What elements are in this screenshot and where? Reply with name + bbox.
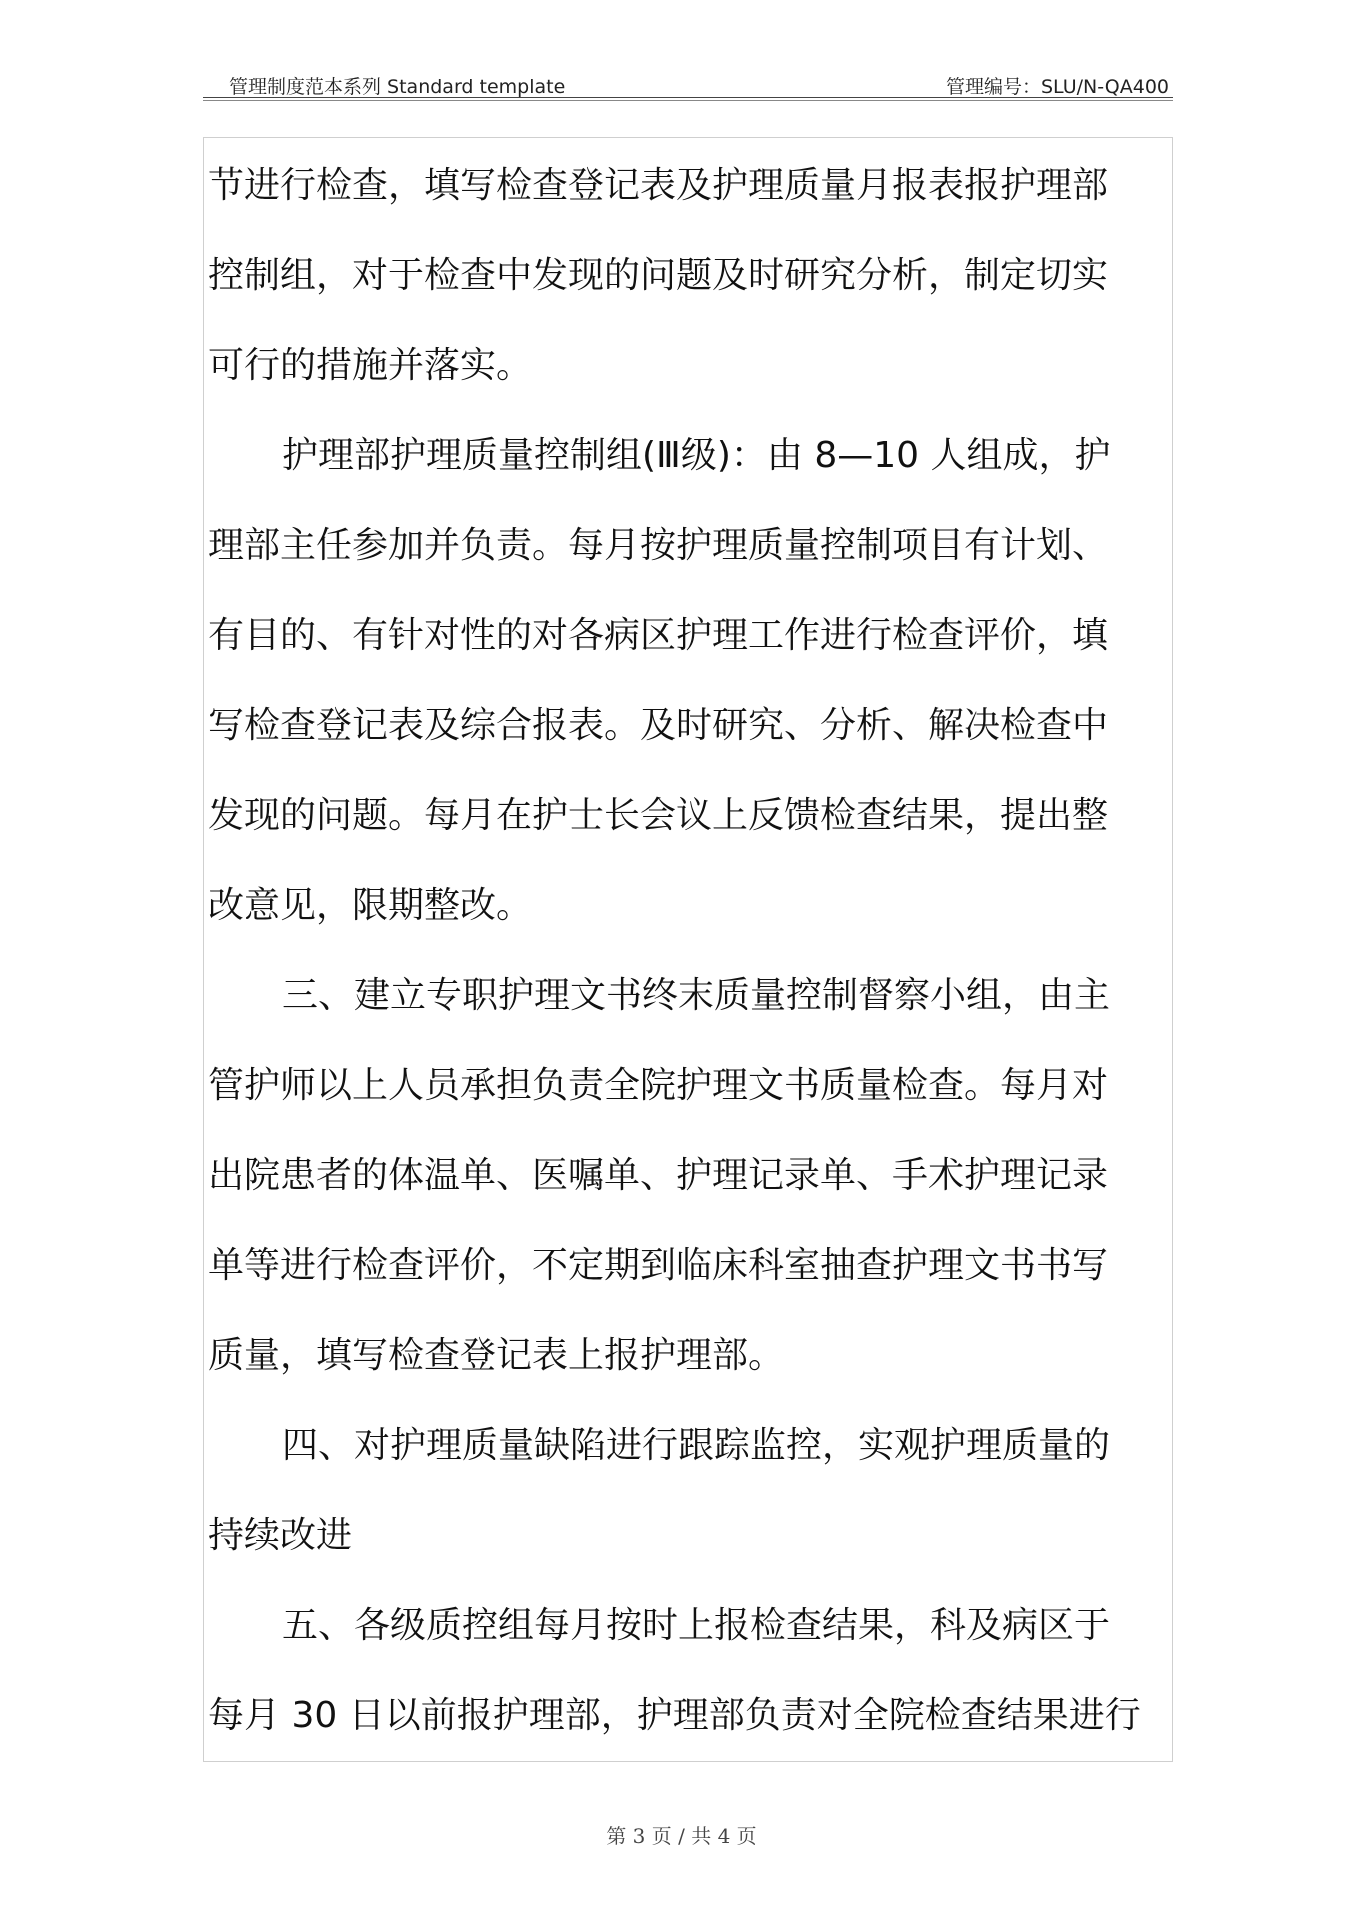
text-line: 质量，填写检查登记表上报护理部。: [208, 1335, 785, 1376]
text-line: 写检查登记表及综合报表。及时研究、分析、解决检查中: [208, 705, 1109, 746]
text-line: 单等进行检查评价，不定期到临床科室抽查护理文书书写: [208, 1245, 1109, 1286]
text-line: 持续改进: [208, 1515, 353, 1556]
text-line: 可行的措施并落实。: [208, 345, 533, 386]
page-footer: [0, 1820, 1363, 1849]
text-line: 五、各级质控组每月按时上报检查结果，科及病区于: [282, 1605, 1111, 1646]
text-line: 节进行检查，填写检查登记表及护理质量月报表报护理部: [208, 165, 1109, 206]
text-line: 每月 30 日以前报护理部，护理部负责对全院检查结果进行: [208, 1695, 1141, 1736]
document-body: [208, 141, 1168, 1761]
page-header: [203, 70, 1173, 100]
text-line: 护理部护理质量控制组(Ⅲ级)：由 8—10 人组成，护: [282, 435, 1111, 476]
text-line: 理部主任参加并负责。每月按护理质量控制项目有计划、: [208, 525, 1109, 566]
text-line: 发现的问题。每月在护士长会议上反馈检查结果，提出整: [208, 795, 1109, 836]
text-line: 四、对护理质量缺陷进行跟踪监控，实观护理质量的: [282, 1425, 1111, 1466]
text-line: 三、建立专职护理文书终末质量控制督察小组，由主: [282, 975, 1111, 1016]
text-line: 改意见，限期整改。: [208, 885, 533, 926]
header-doc-number: 管理编号：SLU/N-QA400: [946, 76, 1169, 98]
text-line: 有目的、有针对性的对各病区护理工作进行检查评价，填: [208, 615, 1109, 656]
text-line: 管护师以上人员承担负责全院护理文书质量检查。每月对: [208, 1065, 1109, 1106]
header-series-title: 管理制度范本系列 Standard template: [229, 76, 566, 98]
page-number: 第 3 页 / 共 4 页: [606, 1824, 757, 1848]
text-line: 控制组，对于检查中发现的问题及时研究分析，制定切实: [208, 255, 1109, 296]
header-divider: [203, 97, 1173, 98]
text-line: 出院患者的体温单、医嘱单、护理记录单、手术护理记录: [208, 1155, 1109, 1196]
header-divider-secondary: [203, 100, 1173, 101]
